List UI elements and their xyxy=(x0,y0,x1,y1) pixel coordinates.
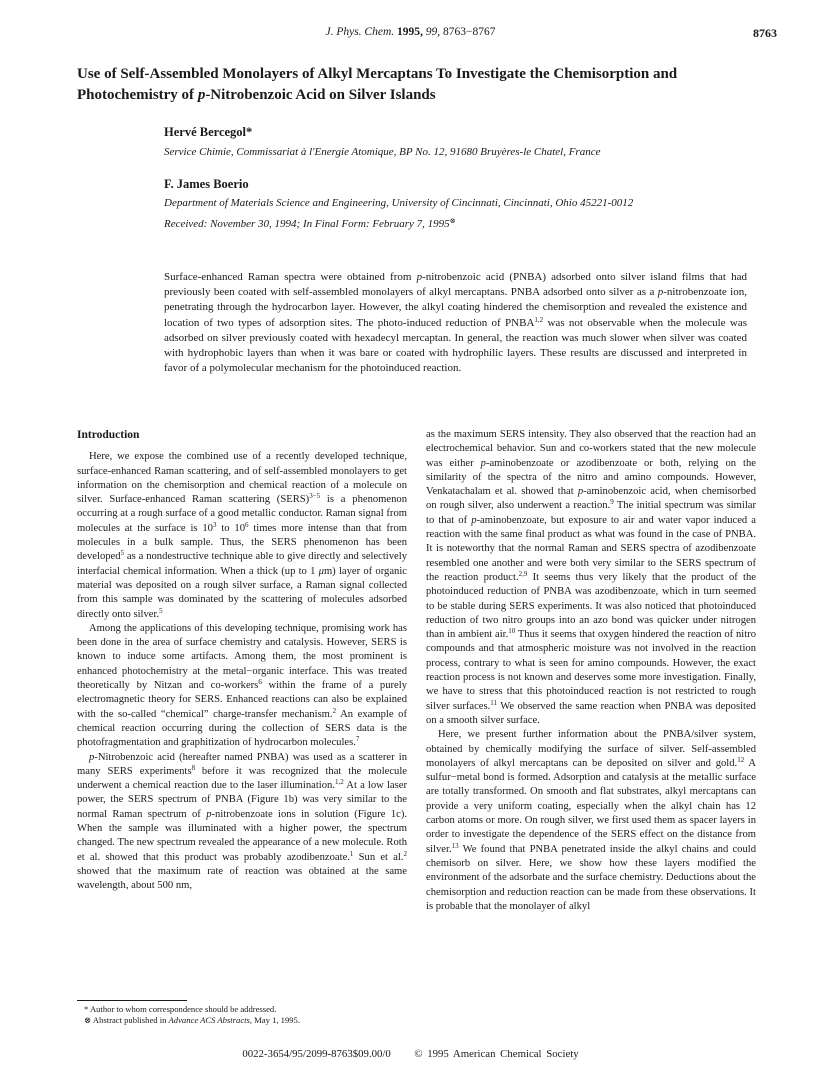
author-name: F. James Boerio xyxy=(164,177,249,191)
footnote-rule xyxy=(77,1000,187,1001)
received-text: Received: November 30, 1994; In Final Form: February 7, 1995 xyxy=(164,218,450,230)
article-code: 0022-3654/95/2099-8763$09.00/0 xyxy=(242,1048,391,1060)
body-paragraph: as the maximum SERS intensity. They also observed that the reaction had an electrochemical behavior. Sun and co-workers stated that the new molecule was either p-aminobenzoate or azodibenzoate or both, relying on the similarity of the spectra of the nitro and amino compounds. However, Venkatachalam et al. showed that p-aminobenzoic acid, when chemisorbed on rough silver, also underwent a reaction.$^9$ The initial spectrum was similar to that of p-aminobenzoate, but exposure to air and water vapor induced a reaction with the same final product as what was found in the case of PNBA. It is noteworthy that the normal Raman and SERS spectra of azodibenzoate resembled one another and were both very similar to the SERS spectrum of the reaction product.$^{2,9}$ It seems thus very likely that the product of the photoinduced reduction of PNBA was azodibenzoate, which in turn seemed to be stable during SERS experiments. It was also noticed that photoinduced reduction of two nitro groups into an azo bond was quicker under nitrogen than in ambient air.$^{10}$ Thus it seems that oxygen hindered the reaction of nitro compounds and that atmospheric moisture was not involved in the reaction process, contrary to what is seen for amino compounds. However, the exact reaction process is not known and deserves some more investigation. Finally, we have to stress that this photoinduced reaction is not restricted to rough silver surfaces.$^{11}$ We observed the same reaction when PNBA was deposited on a smooth silver surface. xyxy=(426,429,756,726)
journal-volume: 99, xyxy=(425,26,441,38)
bottom-line xyxy=(0,1048,821,1060)
body-paragraph: Here, we present further information about the PNBA/silver system, obtained by chemically modifying the surface of silver. Self-assembled monolayers of alkyl mercaptans can be deposited on silver and gold.$^{12}$ A sulfur−metal bond is formed. Adsorption and catalysis at the metallic surface are totally transformed. On smooth and flat substrates, alkyl mercaptans can provide a very uniform coating, especially when the alkyl chain has 12 carbon atoms or more. On rough silver, we first used them as spacer layers in order to investigate the dependence of the SERS effect on the distance from silver.$^{13}$ We found that PNBA penetrated inside the alkyl chains and could chemisorb on silver. Here, we show how these layers modified the environment of the adsorbate and the surface chemistry. Deductions about the chemisorption and reduction reaction can be made from these observations. It is probable that the monolayer of alkyl xyxy=(426,729,756,912)
running-head xyxy=(0,26,821,42)
journal-pages: 8763−8767 xyxy=(443,26,496,38)
author-affiliation: Service Chimie, Commissariat à l'Energie Atomique, BP No. 12, 91680 Bruyères-le Chatel, France xyxy=(164,146,601,158)
journal-name: J. Phys. Chem. xyxy=(325,26,395,38)
section-heading: Introduction xyxy=(77,429,140,441)
journal-year: 1995, xyxy=(397,26,423,38)
author-affiliation: Department of Materials Science and Engineering, University of Cincinnati, Cincinnati, Ohio 45221-0012 xyxy=(164,197,634,209)
footnotes xyxy=(84,1004,404,1026)
article-title: Use of Self-Assembled Monolayers of Alkyl Mercaptans To Investigate the Chemisorption and Photochemistry of p-Nitrobenzoic Acid on Silver Islands xyxy=(77,66,678,103)
body-paragraph: Among the applications of this developing technique, promising work has been done in the area of surface chemistry and catalysis. However, SERS is known to induce some artifacts. Among them, the most prominent is enhanced photochemistry at the metal−organic interface. This was treated theoretically by Nitzan and co-workers$^6$ within the frame of a purely electromagnetic theory for SERS. Enhanced reactions can also be explained with the so-called “chemical” charge-transfer mechanism.$^2$ An example of chemical reaction occurring during the collection of SERS data is the photofragmentation and graphitization of hydrocarbon molecules.$^7$ xyxy=(77,622,407,749)
page-number: 8763 xyxy=(753,26,777,40)
received-dates xyxy=(164,218,784,230)
footnote: * Author to whom correspondence should be addressed. xyxy=(84,1004,277,1014)
copyright-notice: © 1995 American Chemical Society xyxy=(414,1048,579,1060)
received-mark: ⊗ xyxy=(449,217,456,225)
right-column xyxy=(426,428,756,914)
left-column xyxy=(77,428,407,894)
body-paragraph: p-Nitrobenzoic acid (hereafter named PNBA) was used as a scatterer in many SERS experiments$^8$ before it was recognized that the molecule underwent a chemical reaction due to the laser illumination.$^{1,2}$ At a low laser power, the SERS spectrum of PNBA (Figure 1b) was very similar to the normal Raman spectrum of p-nitrobenzoate ions in solution (Figure 1c). When the sample was illuminated with a higher power, the spectrum changed. The new spectrum revealed the appearance of a new molecule. Roth et al. showed that this product was probably azodibenzoate.$^1$ Sun et al.$^2$ showed that the maximum rate of reaction was obtained at the same wavelength, about 500 nm, xyxy=(77,751,407,892)
author-name: Hervé Bercegol* xyxy=(164,125,253,139)
footnote: ⊗ Abstract published in Advance ACS Abstracts, May 1, 1995. xyxy=(84,1015,300,1025)
body-paragraph: Here, we expose the combined use of a recently developed technique, surface-enhanced Raman scattering, and of self-assembled monolayers to get information on the chemisorption and chemical reaction of a molecule on silver. Surface-enhanced Raman scattering (SERS)$^{3-5}$ is a phenomenon occurring at a rough surface of a good metallic conductor. Raman signal from molecules at the surface is $10^3$ to $10^6$ times more intense than that from molecules in a bulk sample. Thus, the SERS phenomenon has been developed$^5$ as a nondestructive technique able to give directly and selectively interfacial chemical information. When a thick (up to 1 μm) layer of organic material was deposited on a rough silver surface, a Raman signal collected from this sample was dominated by the scattering of molecules adsorbed directly onto silver.$^5$ xyxy=(77,451,407,620)
journal-citation xyxy=(0,26,821,38)
abstract: Surface-enhanced Raman spectra were obtained from p-nitrobenzoic acid (PNBA) adsorbed onto silver island films that had previously been coated with self-assembled monolayers of alkyl mercaptans. PNBA adsorbed onto silver as a p-nitrobenzoate ion, penetrating through the hydrocarbon layer. However, the alkyl coating hindered the chemisorption and revealed the existence and location of two types of adsorption sites. The photo-induced reduction of PNBA$^{1,2}$ was not observable when the molecule was adsorbed on silver previously coated with hexadecyl mercaptan. In general, the reaction was much slower when silver was coated with hydrophobic layers than when it was bare or coated with hydrophilic layers. These results are discussed and interpreted in favor of a polymolecular mechanism for the photoinduced reaction. xyxy=(164,271,747,375)
